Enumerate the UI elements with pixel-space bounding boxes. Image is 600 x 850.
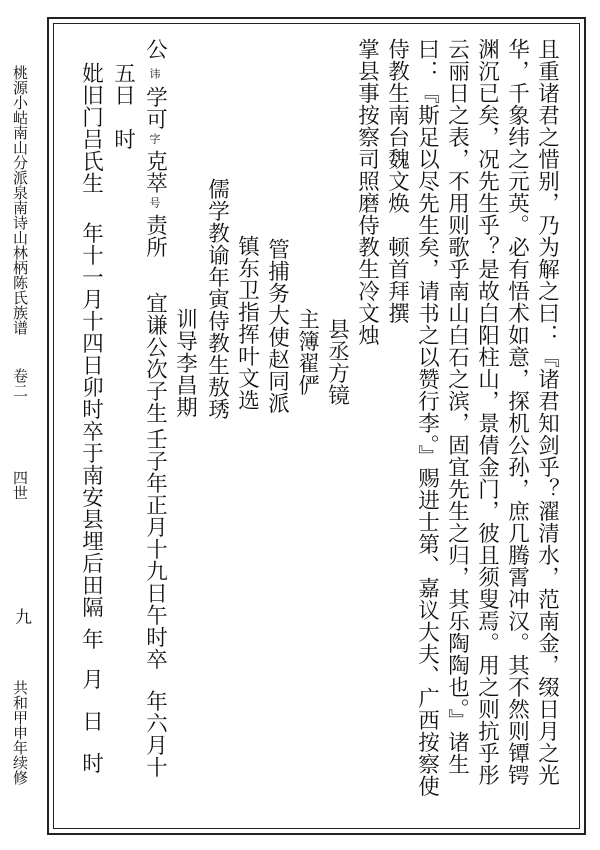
ancestor-style-name: 责所	[142, 214, 168, 258]
spouse-death-record: 年十一月十四日卯时卒于南安县埋后田隔	[78, 222, 104, 618]
volume-label: 卷二	[11, 368, 29, 398]
signatory-registrar: 主簿翟俨	[294, 308, 320, 396]
signatory-education-official: 儒学教谕年寅侍教生敖琇	[204, 178, 230, 420]
book-title: 桃源小岵南山分派泉南诗山林柄陈氏族谱	[11, 65, 29, 335]
ancestor-day: 五日	[110, 62, 136, 106]
generation-label: 四世	[11, 470, 29, 500]
text-column-4: 云丽日之表，不用则歌乎南山白石之滨，固宜先生之归，其乐陶陶也。』诸生	[444, 38, 470, 776]
ancestor-courtesy-name: 克萃	[142, 150, 168, 194]
spouse-year-blank: 年	[78, 628, 104, 650]
style-name-note: 号	[148, 197, 161, 208]
spouse-month-blank: 月	[78, 668, 104, 690]
spouse-name: 妣旧门吕氏生	[78, 62, 104, 194]
text-column-1: 且重诸君之惜别，乃为解之曰：『诸君知剑乎？濯清水，范南金，缀日月之光	[534, 38, 560, 786]
ancestor-hour: 时	[110, 128, 136, 150]
text-column-3: 渊沉已矣，况先生乎？是故白阳柱山，景倩金门，彼且须叟焉。用之则抗乎彤	[474, 38, 500, 786]
courtesy-name-note: 字	[148, 133, 161, 144]
spouse-hour-blank: 时	[78, 752, 104, 774]
text-column-7: 掌县事按察司照磨侍教生冷文烛	[354, 38, 380, 346]
signatory-instructor: 训导李昌期	[172, 308, 198, 418]
text-column-5: 曰：『斯足以尽先生矣，请书之以赞行李。』赐进士第、嘉议大夫、广西按察使	[414, 38, 440, 798]
ancestor-parentage: 宜谦公次子生	[142, 292, 168, 424]
text-column-2: 华，千象纬之元英。必有悟术如意，探机公孙，庶几腾霄冲汉。其不然则镡锷	[504, 38, 530, 786]
ancestor-given-name: 学可	[142, 86, 168, 130]
ancestor-date-fragment: 年六月十	[142, 690, 168, 778]
ancestor-title: 公	[142, 38, 168, 60]
spouse-day-blank: 日	[78, 710, 104, 732]
taboo-name-note: 讳	[148, 68, 161, 79]
edition-label: 共和甲申年续修	[11, 680, 29, 785]
ancestor-death-date: 壬子年正月十九日午时卒	[142, 428, 168, 670]
signatory-county-assistant: 县丞方镜	[324, 318, 350, 406]
page-number: 九	[11, 608, 31, 625]
signatory-police-official: 管捕务大使赵同派	[264, 238, 290, 414]
signatory-garrison-commander: 镇东卫指挥叶文选	[234, 235, 260, 411]
text-column-6: 侍教生南台魏文焕 顿首拜撰	[384, 38, 410, 324]
